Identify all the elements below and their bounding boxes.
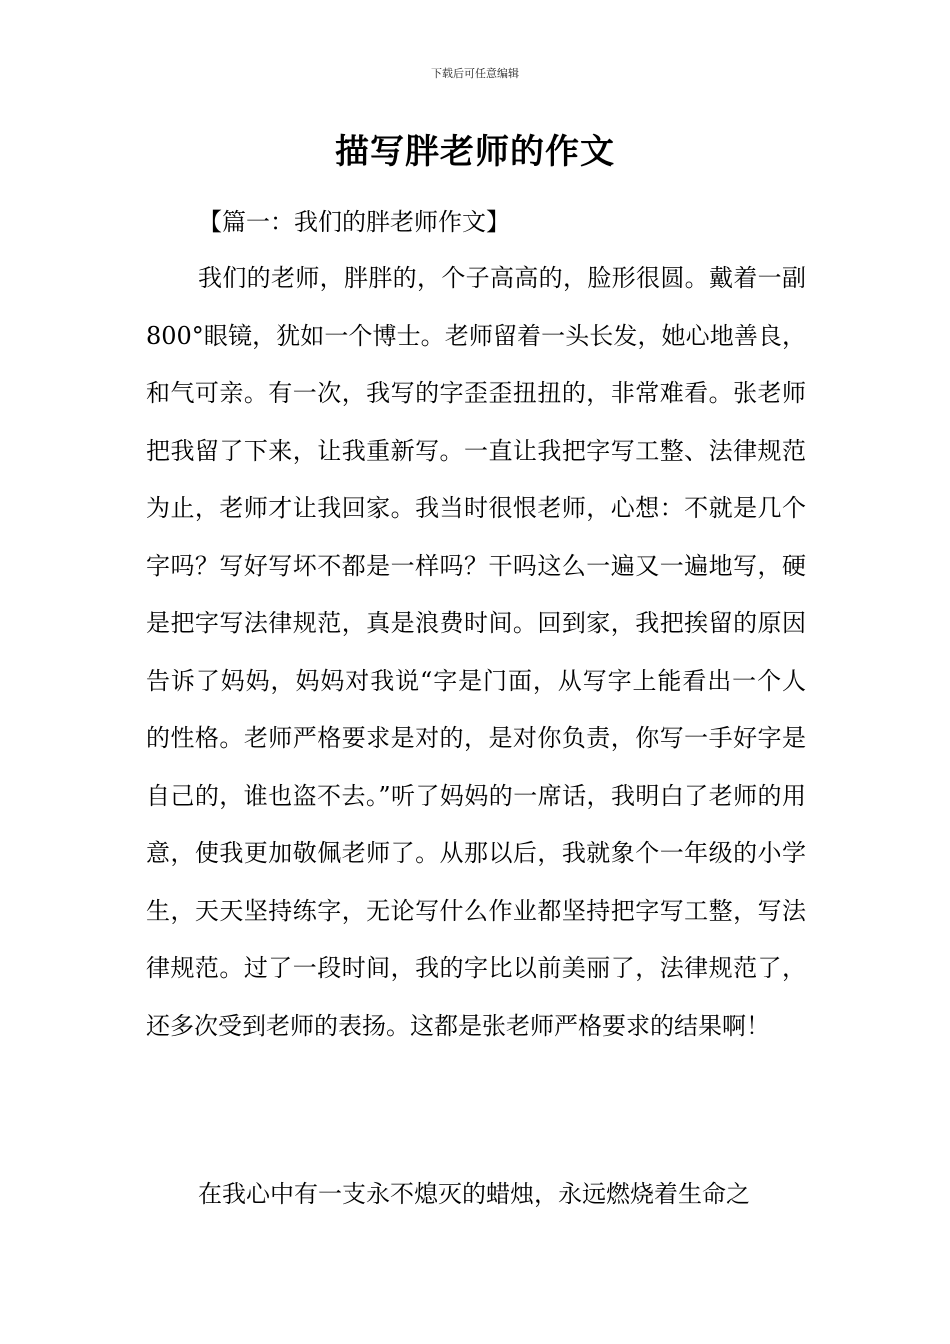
body-paragraph: 在我心中有一支永不熄灭的蜡烛，永远燃烧着生命之 (198, 1180, 750, 1208)
body-paragraph: 我们的老师，胖胖的，个子高高的，脸形很圆。戴着一副800°眼镜，犹如一个博士。老师留着一头长发，她心地善良，和气可亲。有一次，我写的字歪歪扭扭的，非常难看。张老师把我留了下来，让我重新写。一直让我把字写工整、法律规范为止，老师才让我回家。我当时很恨老师，心想：不就是几个字吗？写好写坏不都是一样吗？干吗这么一遍又一遍地写，硬是把字写法律规范，真是浪费时间。回到家，我把挨留的原因告诉了妈妈，妈妈对我说“字是门面，从写字上能看出一个人的性格。老师严格要求是对的，是对你负责，你写一手好字是自己的，谁也盗不去。”听了妈妈的一席话，我明白了老师的用意，使我更加敬佩老师了。从那以后，我就象个一年级的小学生，天天坚持练字，无论写什么作业都坚持把字写工整，写法律规范。过了一段时间，我的字比以前美丽了，法律规范了，还多次受到老师的表扬。这都是张老师严格要求的结果啊！ (146, 264, 806, 1040)
page-title: 描写胖老师的作文 (335, 132, 615, 172)
header-note: 下载后可任意编辑 (431, 67, 519, 80)
section-heading: 【篇一：我们的胖老师作文】 (198, 208, 510, 236)
